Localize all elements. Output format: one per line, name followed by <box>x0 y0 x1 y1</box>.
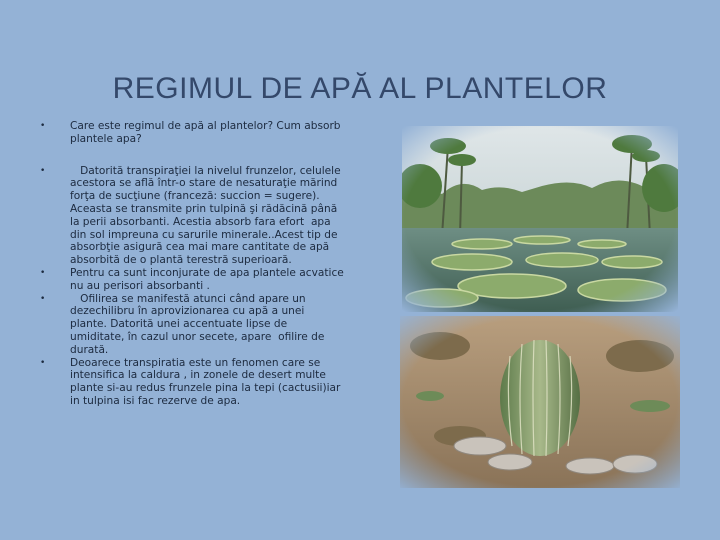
bullet-text: Ofilirea se manifestă atunci când apare un dezechilibru în aprovizionarea cu apă a unei plante. Datorită unei accentuate lipse de umiditate, în cazul unor secete, apare ofilire de durată. <box>70 292 328 356</box>
bullet-item <box>40 120 344 146</box>
bullet-item <box>40 293 344 357</box>
bullet-dot-icon: • <box>40 121 46 131</box>
bullet-text: Care este regimul de apă al plantelor? Cum absorb plantele apa? <box>70 120 344 145</box>
bullet-dot-icon: • <box>40 357 46 368</box>
bullet-text: Deoarece transpiratia este un fenomen care se intensifica la caldura , in zonele de desert multe plante si-au redus frunzele pina la tepi (cactusii)iar in tulpina isi fac rezerve de apa. <box>70 356 341 407</box>
bullet-text: Datorită transpiraţiei la nivelul frunzelor, celulele acestora se află într-o stare de nesaturaţie mărind forţa de sucţiune (franceză: succion = sugere). Aceasta se transmite prin tulpină şi rădăcină până la perii absorbanti. Acestia absorb fara efort apa din sol impreuna cu sarurile minerale..Acest tip de absorbţie asigură cea mai mare cantitate de apă absorbită de o plantă terestră superioară. <box>70 164 344 267</box>
bullet-item <box>40 357 344 408</box>
barrel-cactus-icon <box>400 316 680 488</box>
water-lily-pond-photo <box>402 126 678 312</box>
bullet-item <box>40 267 344 293</box>
water-lily-pond-icon <box>402 126 678 312</box>
slide-title: REGIMUL DE APĂ AL PLANTELOR <box>112 72 608 105</box>
bullet-dot-icon: • <box>40 165 46 176</box>
bullet-text: Pentru ca sunt inconjurate de apa plantele acvatice nu au perisori absorbanti . <box>70 266 344 292</box>
bullet-list <box>40 120 344 408</box>
barrel-cactus-photo <box>400 316 680 488</box>
bullet-item <box>40 165 344 267</box>
bullet-dot-icon: • <box>40 267 46 278</box>
bullet-dot-icon: • <box>40 293 46 304</box>
